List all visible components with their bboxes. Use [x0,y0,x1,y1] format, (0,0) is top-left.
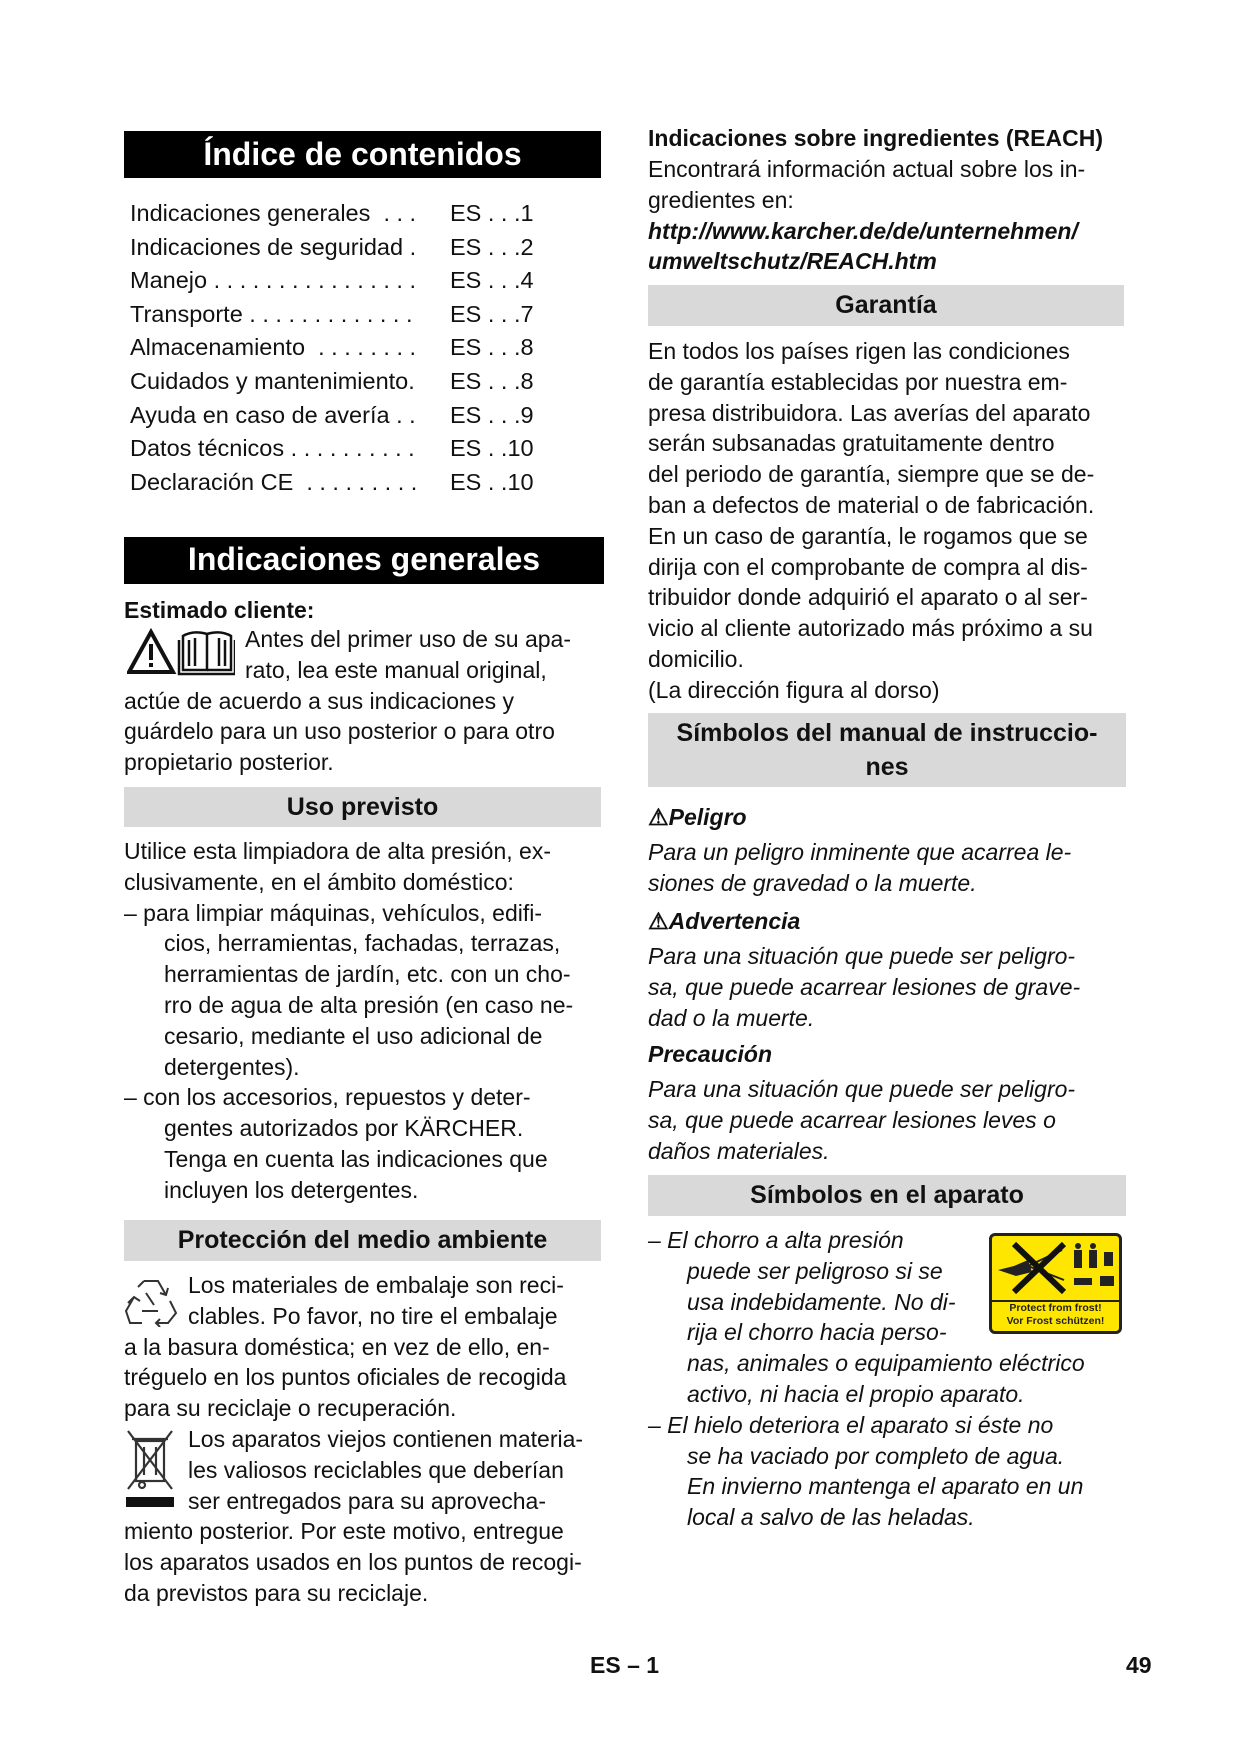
toc-entry-page: ES . . .2 [450,233,534,260]
text-line: Tenga en cuenta las indicaciones que [164,1145,548,1172]
warning-text [648,941,1126,1033]
text-line: En un caso de garantía, le rogamos que se [648,522,1088,549]
text-line: herramientas de jardín, etc. con un cho- [164,961,571,988]
text-line: puede ser peligroso si se [687,1257,943,1284]
text-line: local a salvo de las heladas. [687,1504,975,1531]
text-line: clables. Po favor, no tire el embalaje [188,1302,558,1329]
warning-label: Advertencia [668,908,801,934]
text-line: activo, ni hacia el propio aparato. [687,1380,1025,1407]
device-symbols-heading: Símbolos en el aparato [648,1175,1126,1216]
intro-text [124,624,604,778]
text-line: de garantía establecidas por nuestra em- [648,368,1068,395]
intended-use-text [124,836,604,1206]
text-line: Antes del primer uso de su apa- [245,626,572,652]
text-line: – El chorro a alta presión [648,1227,904,1253]
toc-entry-title: Ayuda en caso de avería . . [130,401,416,428]
warranty-text [648,336,1126,706]
toc-entry[interactable] [130,365,534,398]
text-line: ban a defectos de material o de fabricación. [648,491,1095,518]
text-line: – para limpiar máquinas, vehículos, edifi- [124,899,543,926]
text-line: se ha vaciado por completo de agua. [687,1442,1065,1469]
text-line: serán subsanadas gratuitamente dentro [648,430,1055,457]
text-line: tréguelo en los puntos oficiales de recogida [124,1364,567,1391]
toc-entry-title: Declaración CE . . . . . . . . . [130,468,418,495]
greeting: Estimado cliente: [124,597,315,623]
text-line: Los materiales de embalaje son reci- [188,1272,564,1298]
general-heading: Indicaciones generales [124,537,604,584]
caution-text [648,1074,1126,1166]
text-line: En invierno mantenga el aparato en un [687,1473,1084,1500]
no-spray-icon [992,1236,1119,1300]
text-line: a la basura doméstica; en vez de ello, en- [124,1333,550,1360]
toc-entry-page: ES . . .1 [450,200,534,226]
text-line: rro de agua de alta presión (en caso ne- [164,991,574,1018]
text-line: da previstos para su reciclaje. [124,1579,429,1606]
text-line: En todos los países rigen las condiciones [648,338,1070,364]
text-line: ser entregados para su aprovecha- [188,1487,546,1514]
reach-link[interactable]: http://www.karcher.de/de/unternehmen/ [648,217,1078,244]
heading-line: nes [865,753,909,781]
toc-entry-title: Indicaciones de seguridad . [130,233,417,260]
text-line: detergentes). [164,1053,300,1080]
danger-title [648,802,1126,833]
text-line: tribuidor donde adquirió el aparato o al ser- [648,584,1088,611]
toc-entry-title: Cuidados y mantenimiento. [130,368,415,394]
toc-entry[interactable] [130,466,534,499]
sign-text-line: Protect from frost! [1009,1302,1102,1314]
text-line: clusivamente, en el ámbito doméstico: [124,868,514,895]
toc-entry[interactable] [130,331,534,364]
text-line: gentes autorizados por KÄRCHER. [164,1115,524,1142]
text-line: usa indebidamente. No di- [687,1288,956,1315]
toc-entry[interactable] [130,432,534,465]
caution-title: Precaución [648,1041,772,1067]
text-line: del periodo de garantía, siempre que se de- [648,461,1095,488]
text-line: dad o la muerte. [648,1004,815,1031]
toc-entry-page: ES . . .8 [450,368,534,394]
toc-entry-page: ES . .10 [450,435,534,462]
toc-entry-page: ES . . .4 [450,267,534,294]
text-line: les valiosos reciclables que deberían [188,1456,564,1483]
text-line: Los aparatos viejos contienen materia- [188,1425,584,1452]
toc-entry[interactable] [130,197,534,230]
text-line: – con los accesorios, repuestos y deter- [124,1084,531,1111]
toc-entry-page: ES . . .8 [450,334,534,361]
toc-entry-page: ES . . .7 [450,300,534,327]
toc-entry[interactable] [130,399,534,432]
toc-entry-title: Transporte . . . . . . . . . . . . . [130,300,413,327]
warning-title [648,906,1126,937]
toc-entry-page: ES . . .9 [450,401,534,428]
text-line: daños materiales. [648,1137,830,1164]
text-line: cios, herramientas, fachadas, terrazas, [164,930,561,957]
text-line: – El hielo deteriora el aparato si éste no [648,1411,1054,1438]
text-line: miento posterior. Por este motivo, entregue [124,1518,564,1545]
text-line: para su reciclaje o recuperación. [124,1395,457,1422]
section-page-number: ES – 1 [590,1652,660,1678]
warranty-heading: Garantía [648,285,1124,326]
text-line: Para un peligro inminente que acarrea le- [648,839,1072,865]
reach-heading: Indicaciones sobre ingredientes (REACH) [648,125,1103,151]
toc-entry[interactable] [130,298,534,331]
frost-warning-sign [989,1233,1122,1334]
text-line: rija el chorro hacia perso- [687,1319,947,1346]
toc-entry[interactable] [130,231,534,264]
text-line: sa, que puede acarrear lesiones de grave- [648,973,1081,1000]
text-line: sa, que puede acarrear lesiones leves o [648,1106,1056,1133]
text-line: Utilice esta limpiadora de alta presión, ex- [124,838,551,864]
text-line: Para una situación que puede ser peligro- [648,1076,1076,1102]
text-line: propietario posterior. [124,749,334,776]
text-line: cesario, mediante el uso adicional de [164,1022,543,1049]
toc-entry-title: Almacenamiento . . . . . . . . [130,334,417,361]
environment-text [124,1270,604,1609]
intended-use-heading: Uso previsto [124,787,601,827]
text-line: rato, lea este manual original, [245,656,547,683]
text-line: Para una situación que puede ser peligro- [648,943,1076,969]
toc-entry-title: Datos técnicos . . . . . . . . . . [130,435,415,462]
text-line: siones de gravedad o la muerte. [648,869,977,896]
page-number: 49 [1126,1652,1152,1678]
toc-entry-title: Indicaciones generales . . . [130,200,417,226]
danger-text [648,837,1126,899]
text-line: Encontrará información actual sobre los in- [648,156,1086,182]
text-line: vicio al cliente autorizado más próximo a su [648,615,1093,642]
reach-text [648,154,1126,277]
text-line: los aparatos usados en los puntos de recogi- [124,1549,582,1576]
text-line: (La dirección figura al dorso) [648,676,940,703]
toc-entry-title: Manejo . . . . . . . . . . . . . . . . [130,267,417,294]
text-line: presa distribuidora. Las averías del aparato [648,399,1091,426]
toc-entry[interactable] [130,264,534,297]
text-line: incluyen los detergentes. [164,1176,419,1203]
text-line: dirija con el comprobante de compra al dis- [648,553,1088,580]
warning-triangle-icon: ⚠ [648,804,669,830]
manual-symbols-heading [648,713,1126,787]
reach-link[interactable]: umweltschutz/REACH.htm [648,248,937,275]
sign-text-line: Vor Frost schützen! [1006,1315,1105,1327]
toc-entry-page: ES . .10 [450,468,534,495]
toc-heading: Índice de contenidos [124,131,601,178]
environment-heading: Protección del medio ambiente [124,1220,601,1261]
warning-triangle-icon: ⚠ [648,908,669,934]
text-line: actúe de acuerdo a sus indicaciones y [124,687,514,714]
text-line: nas, animales o equipamiento eléctrico [687,1350,1085,1377]
heading-line: Símbolos del manual de instruccio- [676,719,1098,747]
text-line: domicilio. [648,645,744,672]
sign-caption [992,1300,1119,1328]
text-line: gredientes en: [648,186,794,213]
danger-label: Peligro [668,804,747,830]
text-line: guárdelo para un uso posterior o para otro [124,718,555,745]
